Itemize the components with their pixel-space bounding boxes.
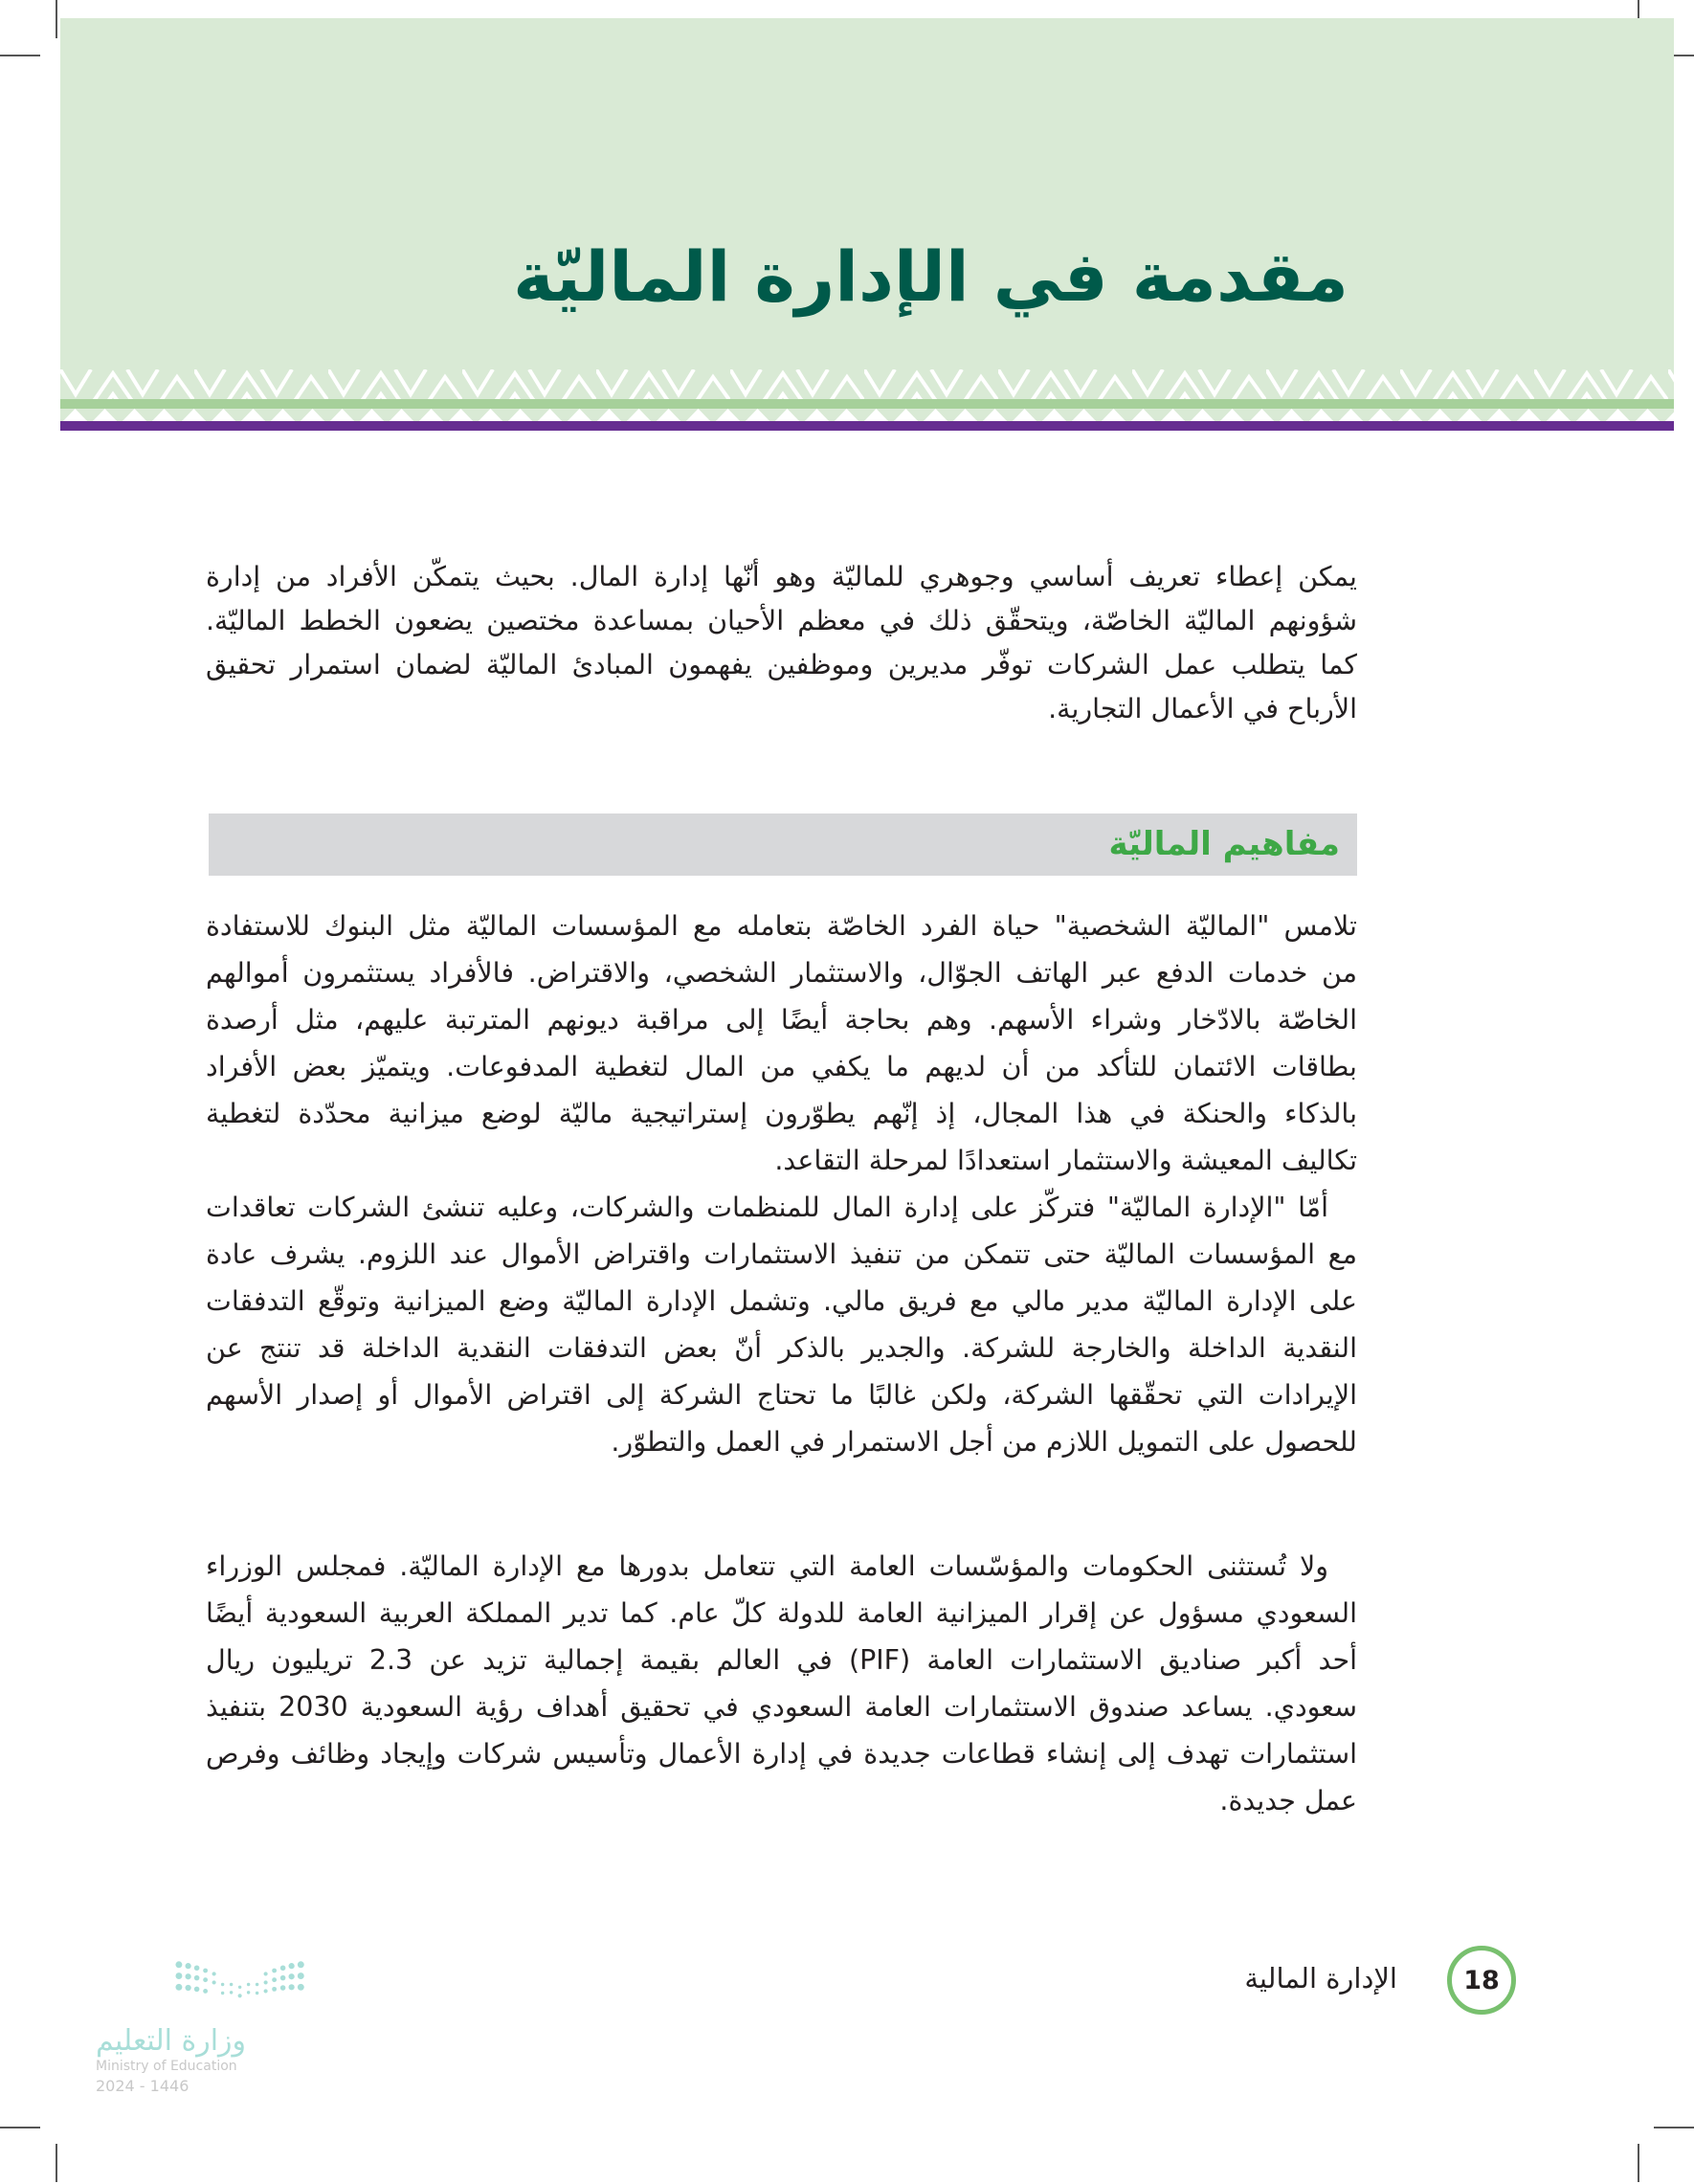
crop-mark-bottom-right-vertical — [1638, 2144, 1639, 2182]
paragraph-line: النقدية الداخلة والخارجة للشركة. والجدير بالذكر أنّ بعض التدفقات النقدية الداخلة قد تنتج عن — [206, 1332, 1357, 1364]
personal-finance-paragraph — [206, 903, 1357, 1184]
zigzag-pattern-band — [60, 369, 1674, 401]
paragraph-line: ولا تُستثنى الحكومات والمؤسّسات العامة التي تتعامل بدورها مع الإدارة الماليّة. فمجلس الوزراء — [206, 1550, 1328, 1582]
paragraph-line: سعودي. يساعد صندوق الاستثمارات العامة السعودي في تحقيق أهداف رؤية السعودية 2030 بتنفيذ — [206, 1691, 1357, 1723]
paragraph-line: عمل جديدة. — [1219, 1785, 1357, 1816]
paragraph-line: مع المؤسسات الماليّة حتى تتمكن من تنفيذ الاستثمارات واقتراض الأموال عند اللزوم. يشرف عادة — [206, 1238, 1357, 1270]
footer-chapter-title: الإدارة المالية — [1244, 1962, 1397, 1995]
edition-year: 2024 - 1446 — [96, 2077, 189, 2095]
intro-line: الأرباح في الأعمال التجارية. — [1048, 693, 1357, 724]
intro-line: يمكن إعطاء تعريف أساسي وجوهري للماليّة وهو أنّها إدارة المال. بحيث يتمكّن الأفراد من إدارة — [206, 561, 1357, 592]
page-title: مقدمة في الإدارة الماليّة — [513, 236, 1349, 317]
moe-dots-logo-icon — [172, 1950, 345, 2008]
paragraph-line: استثمارات تهدف إلى إنشاء قطاعات جديدة في إدارة الأعمال وتأسيس شركات وإيجاد وظائف وفرص — [206, 1738, 1357, 1770]
paragraph-line: أمّا "الإدارة الماليّة" فتركّز على إدارة المال للمنظمات والشركات، وعليه تنشئ الشركات تعاقدات — [206, 1192, 1328, 1223]
green-stripe — [60, 399, 1674, 409]
crop-mark-top-left-vertical — [56, 0, 57, 38]
crop-mark-top-left-horizontal — [0, 55, 40, 56]
paragraph-line: السعودي مسؤول عن إقرار الميزانية العامة للدولة كلّ عام. كما تدير المملكة العربية السعودية أيضًا — [206, 1597, 1357, 1629]
paragraph-line: على الإدارة الماليّة مدير مالي مع فريق مالي. وتشمل الإدارة الماليّة وضع الميزانية وتوقّع التدفقات — [206, 1285, 1357, 1317]
chapter-header-banner — [60, 18, 1674, 427]
paragraph-line: تلامس "الماليّة الشخصية" حياة الفرد الخاصّة بتعامله مع المؤسسات الماليّة مثل البنوك للاستفادة — [206, 910, 1357, 942]
paragraph-line: من خدمات الدفع عبر الهاتف الجوّال، والاستثمار الشخصي، والاقتراض. فالأفراد يستثمرون أموالهم — [206, 957, 1357, 989]
paragraph-line: بالذكاء والحنكة في هذا المجال، إذ إنّهم يطوّرون إستراتيجية ماليّة لوضع ميزانية محدّدة لتغطية — [206, 1098, 1357, 1129]
paragraph-line: بطاقات الائتمان للتأكد من أن لديهم ما يكفي من المال لتغطية المدفوعات. ويتميّز بعض الأفراد — [206, 1051, 1357, 1082]
intro-line: كما يتطلب عمل الشركات توفّر مديرين وموظفين يفهمون المبادئ الماليّة لضمان استمرار تحقيق — [206, 649, 1357, 680]
page-number-badge: 18 — [1447, 1946, 1516, 2015]
paragraph-line: أحد أكبر صناديق الاستثمارات العامة (PIF) في العالم بقيمة إجمالية تزيد عن 2.3 تريليون ريال — [206, 1644, 1357, 1676]
paragraph-line: الخاصّة بالادّخار وشراء الأسهم. وهم بحاجة أيضًا إلى مراقبة ديونهم المترتبة عليهم، مثل أرصدة — [206, 1004, 1357, 1036]
ministry-name-english: Ministry of Education — [96, 2059, 237, 2074]
ministry-name-arabic: وزارة التعليم — [96, 2024, 247, 2058]
section-heading: مفاهيم الماليّة — [1108, 825, 1340, 863]
paragraph-line: للحصول على التمويل اللازم من أجل الاستمرار في العمل والتطوّر. — [611, 1426, 1357, 1458]
purple-divider-bar — [60, 421, 1674, 431]
crop-mark-bottom-right-horizontal — [1654, 2127, 1694, 2128]
paragraph-line: تكاليف المعيشة والاستثمار استعدادًا لمرحلة التقاعد. — [774, 1145, 1357, 1176]
crop-mark-bottom-left-vertical — [56, 2144, 57, 2182]
government-finance-paragraph — [206, 1543, 1357, 1824]
financial-management-paragraph — [206, 1184, 1357, 1465]
paragraph-line: الإيرادات التي تحقّقها الشركة، ولكن غالبًا ما تحتاج الشركة إلى اقتراض الأموال أو إصدار الأسهم — [206, 1379, 1357, 1411]
intro-line: شؤونهم الماليّة الخاصّة، ويتحقّق ذلك في معظم الأحيان بمساعدة مختصين يضعون الخطط الماليّة. — [206, 605, 1357, 636]
section-heading-bar — [209, 813, 1357, 876]
crop-mark-bottom-left-horizontal — [0, 2127, 40, 2128]
